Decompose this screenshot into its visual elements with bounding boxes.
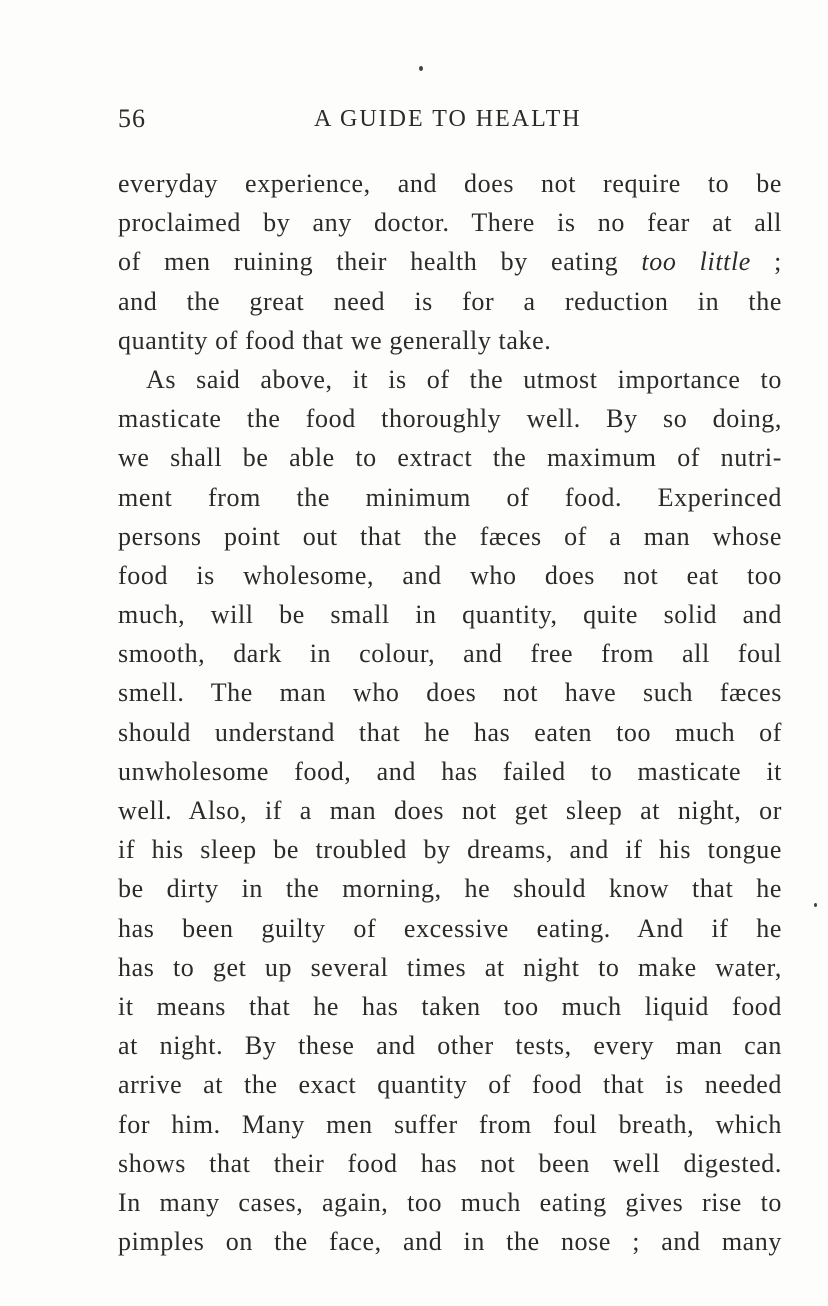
- text-line: if his sleep be troubled by dreams, and if his tongue: [118, 835, 782, 865]
- text-line: smell. The man who does not have such fæces: [118, 678, 782, 708]
- text-line: and the great need is for a reduction in the: [118, 286, 782, 316]
- text-line: masticate the food thoroughly well. By so doing,: [118, 404, 782, 434]
- text-line: food is wholesome, and who does not eat too: [118, 560, 782, 590]
- text-line: ment from the minimum of food. Experinced: [118, 482, 782, 512]
- text-line: we shall be able to extract the maximum of nutri-: [118, 443, 782, 473]
- text-line: quantity of food that we generally take.: [118, 325, 552, 355]
- text-line: pimples on the face, and in the nose ; and many: [118, 1227, 782, 1257]
- running-title: A GUIDE TO HEALTH: [314, 106, 582, 132]
- print-speck: [419, 66, 423, 71]
- text-line: arrive at the exact quantity of food that is needed: [118, 1070, 782, 1100]
- text-line: be dirty in the morning, he should know that he: [118, 874, 782, 904]
- text-line: has been guilty of excessive eating. And if he: [118, 913, 782, 943]
- text-line: unwholesome food, and has failed to masticate it: [118, 756, 782, 786]
- text-line: As said above, it is of the utmost importance to: [146, 364, 782, 394]
- text-line: should understand that he has eaten too much of: [118, 717, 782, 747]
- text-line: proclaimed by any doctor. There is no fear at all: [118, 208, 782, 238]
- text-line: much, will be small in quantity, quite solid and: [118, 600, 782, 630]
- text-line: everyday experience, and does not require to be: [118, 169, 782, 198]
- body-text: [118, 164, 782, 1261]
- emphasis: too little: [641, 247, 751, 277]
- page-number: 56: [118, 104, 146, 133]
- text-line: at night. By these and other tests, every man can: [118, 1031, 782, 1061]
- text-line: for him. Many men suffer from foul breath, which: [118, 1109, 782, 1139]
- text-line: shows that their food has not been well digested.: [118, 1148, 782, 1178]
- print-speck: [814, 903, 817, 907]
- running-header: [118, 104, 782, 138]
- text-line: of men ruining their health by eating too little ;: [118, 247, 782, 277]
- text-line: In many cases, again, too much eating gives rise to: [118, 1187, 782, 1217]
- text-line: smooth, dark in colour, and free from all foul: [118, 639, 782, 669]
- text-line: persons point out that the fæces of a man whose: [118, 521, 782, 551]
- text-line: well. Also, if a man does not get sleep at night, or: [118, 796, 782, 825]
- text-line: has to get up several times at night to make water,: [118, 952, 782, 982]
- text-line: it means that he has taken too much liquid food: [118, 991, 782, 1021]
